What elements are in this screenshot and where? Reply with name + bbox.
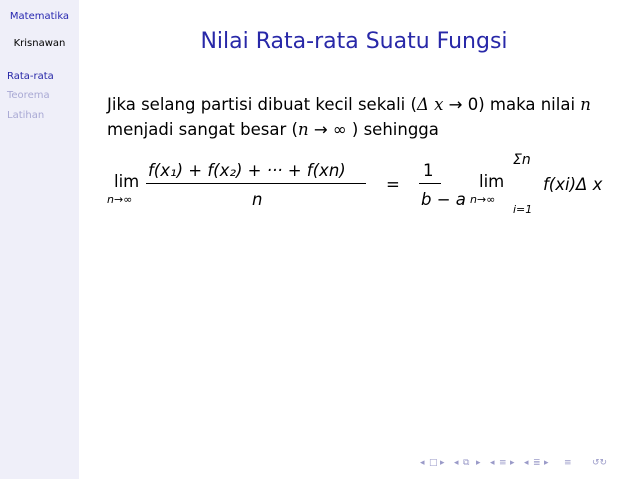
summand: f(xi)Δ x	[543, 175, 603, 194]
nav-next-doc-icon[interactable]: ▸	[544, 458, 549, 468]
sum-lower-index: i=1	[513, 203, 533, 216]
nav-next-subsection-icon[interactable]: ▸	[476, 458, 481, 468]
lim-subscript-right: n→∞	[470, 193, 496, 206]
para-text: menjadi sangat besar (	[107, 120, 298, 139]
body-paragraph	[107, 92, 627, 142]
nav-prev-section-icon[interactable]: ◂	[490, 458, 495, 468]
equals-sign: =	[386, 175, 400, 194]
delta-x-symbol: Δ x	[416, 95, 444, 114]
fraction-numerator: f(x₁) + f(x₂) + ··· + f(xn)	[148, 161, 346, 180]
nav-next-frame-icon[interactable]: ▸	[440, 458, 445, 468]
sum-symbol: Σn	[513, 152, 531, 168]
sidebar-item-teorema[interactable]: Teorema	[7, 90, 50, 101]
lim-operator-right: lim	[479, 172, 505, 191]
nav-prev-subsection-icon[interactable]: ◂	[454, 458, 459, 468]
nav-frame-icon[interactable]: □	[429, 458, 438, 468]
nav-align-icon[interactable]: ≡	[564, 458, 572, 468]
sidebar-item-rata-rata[interactable]: Rata-rata	[7, 71, 54, 82]
fraction-bar	[146, 183, 366, 184]
frac-one-denominator: b − a	[421, 190, 466, 209]
frac-one-numerator: 1	[423, 161, 434, 180]
n-symbol: n	[580, 95, 591, 114]
fraction-denominator: n	[252, 190, 263, 209]
lim-subscript-left: n→∞	[107, 193, 133, 206]
nav-next-section-icon[interactable]: ▸	[510, 458, 515, 468]
beamer-navigation-bar	[420, 458, 632, 472]
sidebar	[0, 0, 79, 479]
nav-subsection-icon[interactable]: ⧉	[463, 458, 470, 468]
author-name: Krisnawan	[13, 38, 66, 49]
para-text: → 0) maka nilai	[443, 95, 581, 114]
nav-prev-doc-icon[interactable]: ◂	[524, 458, 529, 468]
n-symbol: n	[297, 120, 309, 139]
frac-one-bar	[419, 183, 441, 184]
nav-prev-frame-icon[interactable]: ◂	[420, 458, 425, 468]
nav-doc-icon[interactable]: ≣	[533, 458, 541, 468]
para-text: → ∞ ) sehingga	[308, 120, 439, 139]
presentation-title[interactable]: Matematika	[9, 11, 70, 22]
para-text: Jika selang partisi dibuat kecil sekali (	[107, 95, 417, 114]
sidebar-item-latihan[interactable]: Latihan	[7, 110, 45, 121]
nav-section-icon[interactable]: ≡	[499, 458, 507, 468]
lim-operator-left: lim	[114, 172, 140, 191]
frame-title: Nilai Rata-rata Suatu Fungsi	[200, 29, 508, 54]
nav-search-icon[interactable]: ↺↻	[592, 458, 608, 468]
